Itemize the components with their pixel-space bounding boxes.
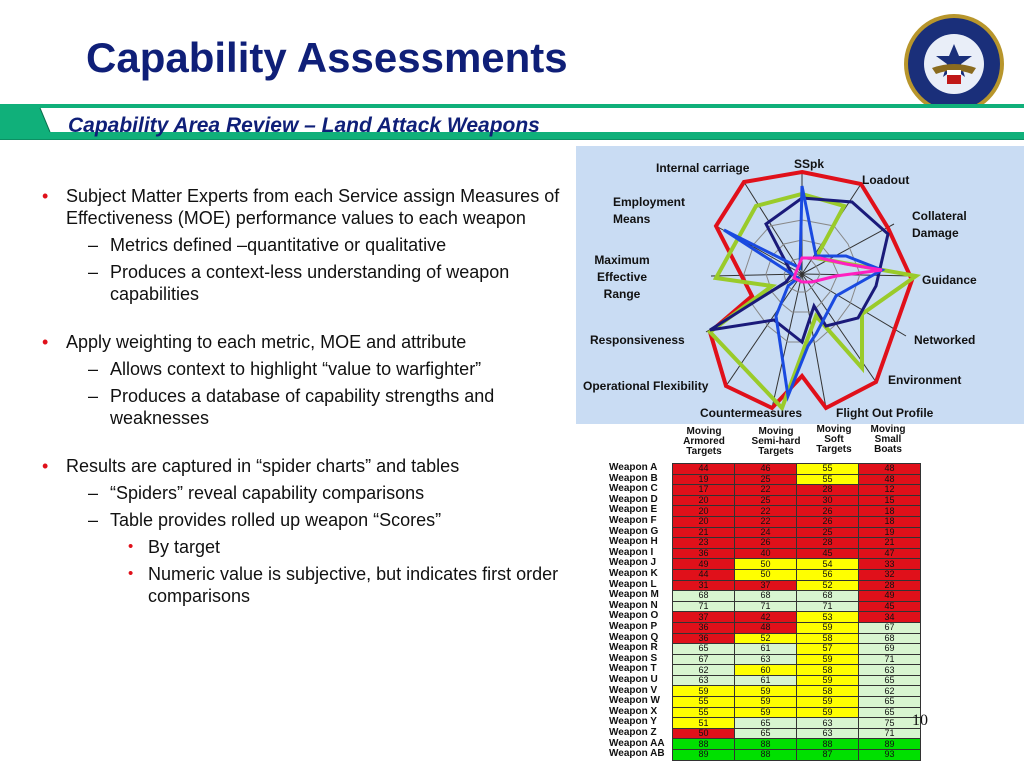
row-label: Weapon M [609,589,659,601]
page-number: 10 [912,712,928,729]
row-label: Weapon I [609,546,654,558]
table-cell: 40 [735,548,797,559]
spider-label-employment-means: Employment Means [613,195,686,226]
table-cell: 71 [797,601,859,612]
table-cell: 25 [735,495,797,506]
row-label: Weapon N [609,599,658,611]
table-cell: 49 [673,559,735,570]
table-cell: 69 [859,644,921,655]
table-cell: 59 [797,707,859,718]
table-cell: 22 [735,485,797,496]
table-cell: 63 [797,728,859,739]
table-cell: 59 [797,622,859,633]
table-row [673,601,921,612]
row-label: Weapon X [609,705,658,717]
table-cell: 31 [673,580,735,591]
column-header: Moving Small Boats [870,424,906,455]
table-cell: 54 [797,559,859,570]
table-cell: 12 [859,485,921,496]
spider-chart [576,146,1024,424]
row-label: Weapon E [609,504,658,516]
bullet-dot-icon: • [42,456,49,476]
row-label: Weapon AB [609,748,665,760]
row-label: Weapon Y [609,716,657,728]
row-label: Weapon H [609,536,658,548]
table-cell: 19 [859,527,921,538]
table-cell: 65 [735,718,797,729]
spider-label-guidance: Guidance [922,273,977,287]
spider-label-sspk: SSpk [794,157,825,171]
table-cell: 34 [859,612,921,623]
table-row [673,538,921,549]
dod-seal-logo [902,12,1006,116]
table-cell: 26 [797,506,859,517]
table-row [673,728,921,739]
row-label: Weapon B [609,472,658,484]
bullet-item: • Apply weighting to each metric, MOE and attribute [42,332,467,352]
table-cell: 61 [735,675,797,686]
sub-bullet-item: – Metrics defined –quantitative or qualitative [88,235,447,255]
row-label: Weapon S [609,652,658,664]
table-cell: 22 [735,516,797,527]
row-label: Weapon V [609,684,658,696]
table-cell: 52 [735,633,797,644]
table-cell: 36 [673,622,735,633]
table-cell: 21 [673,527,735,538]
table-row [673,485,921,496]
table-row [673,495,921,506]
table-cell: 49 [859,591,921,602]
table-cell: 67 [673,654,735,665]
row-label: Weapon W [609,695,660,707]
sub-bullet-item: – Allows context to highlight “value to warfighter” [88,359,482,379]
table-cell: 48 [859,464,921,475]
table-cell: 48 [859,474,921,485]
table-cell: 88 [735,739,797,750]
table-cell: 93 [859,750,921,761]
row-label: Weapon L [609,578,657,590]
table-row [673,707,921,718]
table-row [673,654,921,665]
slide-title: Capability Assessments [86,34,568,81]
spider-label-flight-out-profile: Flight Out Profile [836,406,934,420]
row-label: Weapon G [609,525,659,537]
table-cell: 36 [673,548,735,559]
table-cell: 65 [859,675,921,686]
table-cell: 61 [735,644,797,655]
table-cell: 68 [735,591,797,602]
row-label: Weapon T [609,663,657,675]
table-cell: 46 [735,464,797,475]
bullet-item: • Subject Matter Experts from each Service assign Measures of Effectiveness (MOE) performance values to each weapon [42,186,560,228]
table-cell: 68 [859,633,921,644]
table-row [673,750,921,761]
table-cell: 45 [859,601,921,612]
table-cell: 20 [673,516,735,527]
table-cell: 60 [735,665,797,676]
table-row [673,506,921,517]
table-cell: 55 [797,474,859,485]
table-cell: 62 [673,665,735,676]
table-cell: 88 [797,739,859,750]
bullet-dot-icon: • [42,186,49,206]
table-cell: 37 [673,612,735,623]
table-cell: 55 [673,707,735,718]
table-cell: 36 [673,633,735,644]
table-cell: 18 [859,516,921,527]
table-cell: 59 [797,697,859,708]
table-cell: 63 [673,675,735,686]
row-label: Weapon D [609,493,658,505]
bullet-item: • Results are captured in “spider charts” and tables [42,456,460,476]
table-row [673,474,921,485]
table-row [673,622,921,633]
table-cell: 87 [797,750,859,761]
table-cell: 26 [735,538,797,549]
table-cell: 89 [673,750,735,761]
table-cell: 25 [735,474,797,485]
table-cell: 48 [735,622,797,633]
table-row [673,548,921,559]
table-row [673,633,921,644]
table-cell: 55 [797,464,859,475]
bullet-dot-icon: • [42,332,49,352]
row-label: Weapon K [609,568,658,579]
spider-label-environment: Environment [888,373,962,387]
table-cell: 62 [859,686,921,697]
spider-series-red [710,172,912,408]
table-cell: 42 [735,612,797,623]
table-cell: 71 [859,654,921,665]
table-cell: 89 [859,739,921,750]
column-header: Moving Soft Targets [816,424,852,455]
table-cell: 59 [735,686,797,697]
table-row [673,675,921,686]
table-cell: 30 [797,495,859,506]
row-label: Weapon U [609,674,658,685]
table-cell: 68 [797,591,859,602]
row-label: Weapon F [609,515,657,526]
table-cell: 50 [735,559,797,570]
bullet-dot-icon: • [128,565,134,582]
table-cell: 58 [797,633,859,644]
spider-label-countermeasures: Countermeasures [700,406,803,420]
table-cell: 65 [859,697,921,708]
table-cell: 51 [673,718,735,729]
table-cell: 44 [673,569,735,580]
sub-sub-bullet-item: • By target [128,537,221,557]
table-cell: 33 [859,559,921,570]
table-row [673,516,921,527]
table-row [673,686,921,697]
table-cell: 15 [859,495,921,506]
row-label: Weapon AA [609,737,665,749]
spider-label-loadout: Loadout [862,173,910,187]
table-cell: 71 [673,601,735,612]
table-cell: 50 [673,728,735,739]
spider-label-operational-flexibility: Operational Flexibility [583,379,709,393]
table-cell: 32 [859,569,921,580]
table-cell: 63 [859,665,921,676]
spider-label-internal-carriage: Internal carriage [656,161,750,175]
row-label: Weapon P [609,621,658,632]
table-cell: 17 [673,485,735,496]
score-table [672,463,921,761]
table-cell: 55 [673,697,735,708]
table-cell: 71 [735,601,797,612]
table-cell: 19 [673,474,735,485]
table-cell: 26 [797,516,859,527]
table-row [673,644,921,655]
table-cell: 52 [797,580,859,591]
table-cell: 20 [673,506,735,517]
table-cell: 65 [735,728,797,739]
row-label: Weapon O [609,610,659,622]
table-cell: 56 [797,569,859,580]
table-row [673,665,921,676]
table-row [673,527,921,538]
sub-sub-bullet-item: • Numeric value is subjective, but indicates first order comparisons [128,564,559,606]
table-cell: 18 [859,506,921,517]
bullet-dot-icon: • [128,538,134,555]
table-cell: 37 [735,580,797,591]
table-cell: 68 [673,591,735,602]
table-row [673,464,921,475]
table-row [673,697,921,708]
table-cell: 57 [797,644,859,655]
table-row [673,569,921,580]
table-cell: 71 [859,728,921,739]
table-row [673,591,921,602]
table-cell: 24 [735,527,797,538]
row-label: Weapon Z [609,727,657,738]
row-label: Weapon R [609,642,658,654]
table-cell: 88 [673,739,735,750]
table-cell: 88 [735,750,797,761]
row-label: Weapon Q [609,631,659,643]
table-cell: 58 [797,686,859,697]
bullet-list [40,185,580,607]
table-cell: 58 [797,665,859,676]
table-cell: 53 [797,612,859,623]
table-cell: 63 [797,718,859,729]
table-cell: 23 [673,538,735,549]
slide-subtitle: Capability Area Review – Land Attack Weapons [68,114,540,137]
spider-label-collateral-damage: Collateral Damage [912,209,967,240]
table-row [673,739,921,750]
table-cell: 44 [673,464,735,475]
sub-bullet-item: – Produces a context-less understanding of weapon capabilities [88,262,510,304]
row-label: Weapon A [609,462,658,473]
table-cell: 59 [797,654,859,665]
table-cell: 21 [859,538,921,549]
column-header: Moving Armored Targets [683,426,725,457]
row-label: Weapon J [609,557,657,569]
table-row [673,718,921,729]
table-row [673,580,921,591]
sub-bullet-item: – Table provides rolled up weapon “Scores” [88,510,442,530]
spider-label-responsiveness: Responsiveness [590,333,685,347]
table-cell: 20 [673,495,735,506]
table-row [673,612,921,623]
table-cell: 59 [673,686,735,697]
table-cell: 28 [859,580,921,591]
sub-bullet-item: – “Spiders” reveal capability comparisons [88,483,425,503]
table-cell: 28 [797,485,859,496]
row-label: Weapon C [609,483,658,495]
table-cell: 63 [735,654,797,665]
table-cell: 65 [673,644,735,655]
table-cell: 25 [797,527,859,538]
table-cell: 59 [735,707,797,718]
column-header: Moving Semi-hard Targets [751,426,801,457]
spider-label-max-range: Maximum Effective Range [594,253,650,301]
table-cell: 22 [735,506,797,517]
table-cell: 45 [797,548,859,559]
table-cell: 28 [797,538,859,549]
table-cell: 50 [735,569,797,580]
table-cell: 75 [859,718,921,729]
table-cell: 67 [859,622,921,633]
table-cell: 59 [735,697,797,708]
sub-bullet-item: – Produces a database of capability strengths and weaknesses [88,386,495,428]
spider-label-networked: Networked [914,333,976,347]
table-cell: 59 [797,675,859,686]
table-row [673,559,921,570]
table-cell: 47 [859,548,921,559]
table-cell: 65 [859,707,921,718]
